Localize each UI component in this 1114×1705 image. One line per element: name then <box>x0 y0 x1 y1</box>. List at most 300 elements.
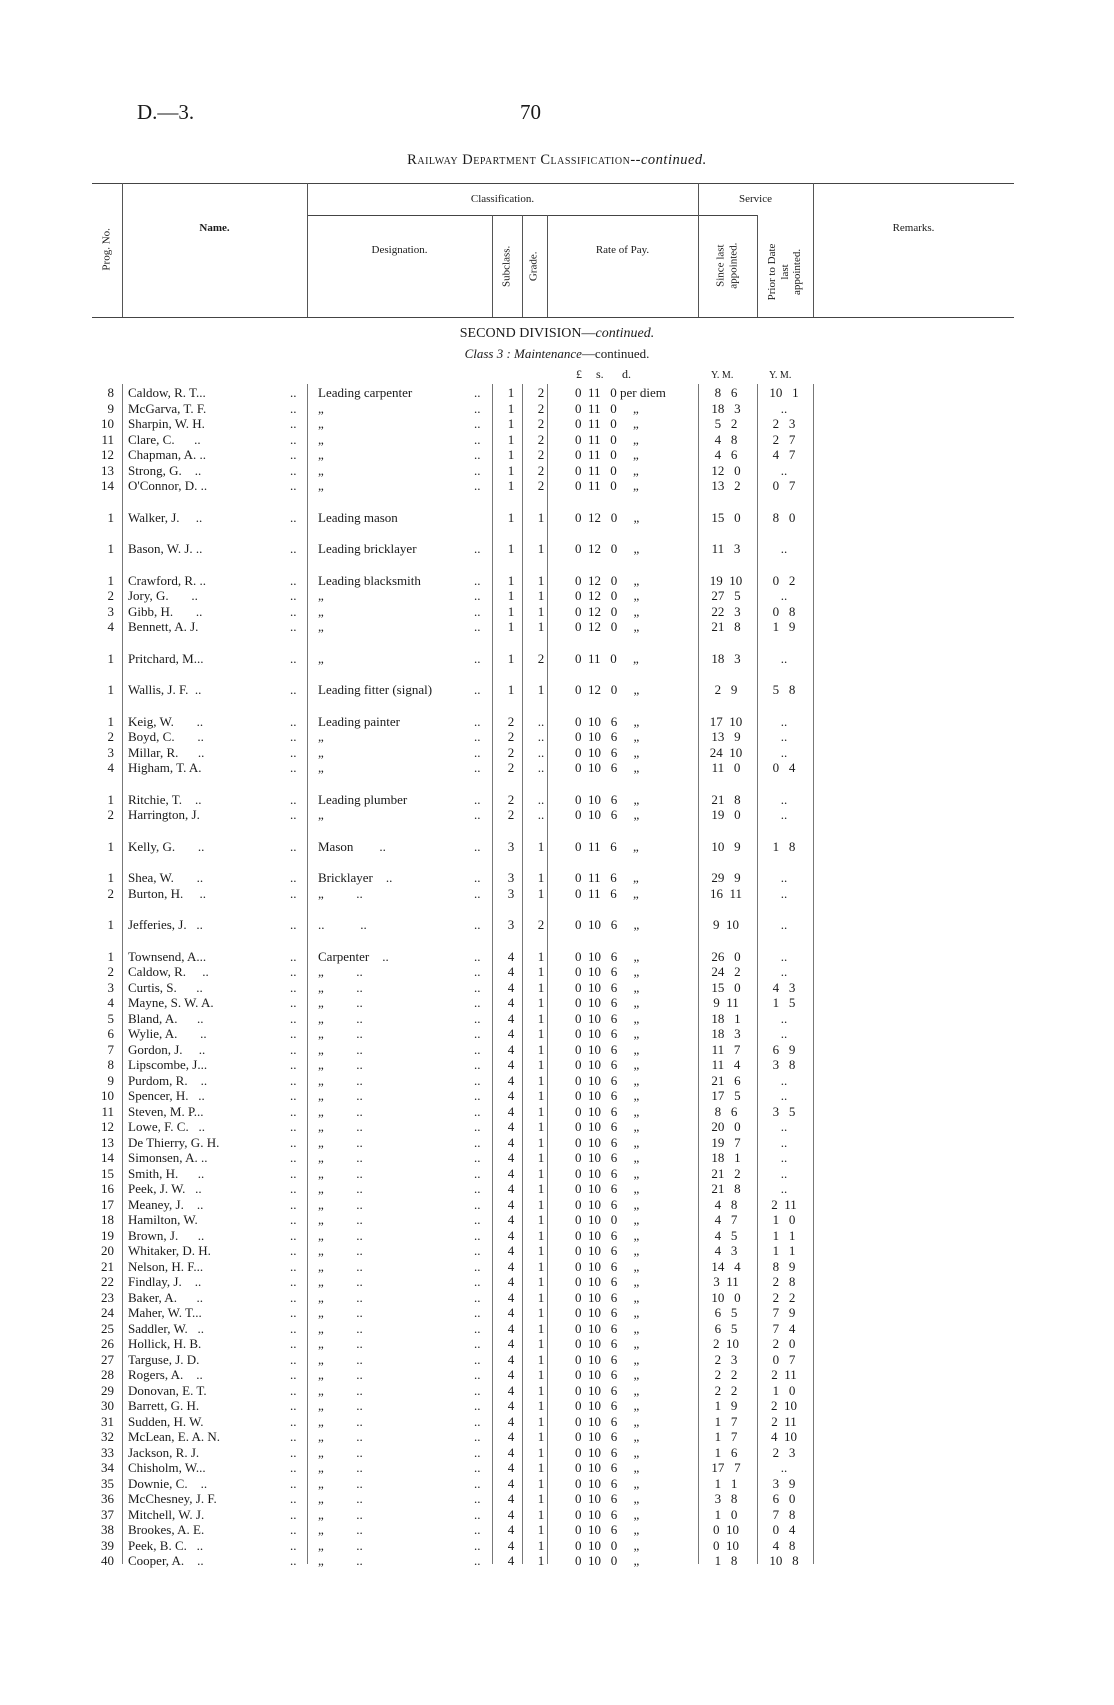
designation-leader: .. <box>474 1460 481 1475</box>
rate-of-pay: 0 10 6 „ <box>575 1367 640 1382</box>
service-prior: 1 8 <box>772 838 796 854</box>
service-since-last: 21 8 <box>711 619 741 634</box>
grade: .. <box>537 791 545 807</box>
subclass: 4 <box>507 1444 515 1460</box>
name-leader: .. <box>290 917 297 932</box>
grade: 1 <box>537 1444 545 1460</box>
name: Boyd, C. .. <box>128 729 204 744</box>
table-row <box>0 1507 1114 1522</box>
name: Lipscombe, J... <box>128 1057 208 1072</box>
prog-no: 4 <box>107 995 114 1010</box>
subclass: 4 <box>507 1134 515 1150</box>
classification-header: Classification. <box>470 192 535 205</box>
rate-of-pay: 0 10 6 „ <box>575 1010 640 1026</box>
service-since-last: 8 6 <box>714 385 738 400</box>
designation: „ .. <box>318 1196 363 1212</box>
service-prior: 2 11 <box>771 1367 797 1382</box>
name-leader: .. <box>290 807 297 822</box>
name: Mayne, S. W. A. <box>128 995 214 1010</box>
prog-no: 4 <box>107 760 114 775</box>
table-row <box>0 619 1114 634</box>
designation-leader: .. <box>474 1010 481 1026</box>
prog-no: 2 <box>107 885 114 901</box>
subclass: 1 <box>507 478 515 493</box>
table-row <box>0 729 1114 744</box>
name-leader: .. <box>290 870 297 885</box>
name-leader: .. <box>290 1026 297 1041</box>
service-prior: .. <box>780 744 788 760</box>
designation: Bricklayer .. <box>318 870 393 885</box>
name: Gibb, H. .. <box>128 603 203 619</box>
table-row <box>0 432 1114 447</box>
designation-leader: .. <box>474 1134 481 1150</box>
rate-of-pay: 0 10 6 „ <box>575 1491 640 1506</box>
grade-header: Grade. <box>527 251 540 282</box>
prog-no: 37 <box>101 1506 114 1522</box>
table-row <box>0 1166 1114 1181</box>
division-main: SECOND DIVISION— <box>459 326 596 341</box>
service-prior: .. <box>780 729 788 744</box>
service-prior: 4 7 <box>772 447 796 462</box>
name-leader: .. <box>290 1072 297 1088</box>
name: Sudden, H. W. <box>128 1413 204 1429</box>
designation-leader: .. <box>474 1398 481 1413</box>
service-since-last: 20 0 <box>711 1119 741 1134</box>
designation: Mason .. <box>318 838 386 854</box>
subclass: 4 <box>507 1367 515 1382</box>
prog-no: 24 <box>101 1305 114 1320</box>
subclass: 3 <box>507 838 515 854</box>
subclass: 4 <box>507 1491 515 1506</box>
designation: „ .. <box>318 1258 363 1274</box>
grade: 1 <box>537 1258 545 1274</box>
prog-no: 10 <box>101 416 114 431</box>
subclass: 4 <box>507 1258 515 1274</box>
subclass: 1 <box>507 416 515 431</box>
name-leader: .. <box>290 1320 297 1336</box>
grade: 1 <box>537 1553 545 1568</box>
service-since-last: 15 0 <box>711 979 741 995</box>
subclass: 2 <box>507 791 515 807</box>
name: McChesney, J. F. <box>128 1491 217 1506</box>
designation-leader: .. <box>474 1196 481 1212</box>
name: Millar, R. .. <box>128 744 205 760</box>
name-leader: .. <box>290 760 297 775</box>
designation: „ .. <box>318 1165 363 1181</box>
designation: „ .. <box>318 1072 363 1088</box>
name-leader: .. <box>290 1150 297 1165</box>
service-since-last: 18 3 <box>711 1026 741 1041</box>
name-leader: .. <box>290 1336 297 1351</box>
name-leader: .. <box>290 1289 297 1305</box>
service-since-last: 21 8 <box>711 791 741 807</box>
designation: „ .. <box>318 1134 363 1150</box>
table-row <box>0 760 1114 775</box>
prog-no: 8 <box>107 1057 114 1072</box>
service-prior: .. <box>780 885 788 901</box>
prog-no: 2 <box>107 807 114 822</box>
designation-leader: .. <box>474 1212 481 1227</box>
table-row <box>0 588 1114 603</box>
designation: „ .. <box>318 1057 363 1072</box>
rate-of-pay: 0 10 0 „ <box>575 1537 640 1553</box>
prog-no: 39 <box>101 1537 114 1553</box>
rate-of-pay: 0 10 6 „ <box>575 1227 640 1243</box>
prog-no: 30 <box>101 1398 114 1413</box>
service-prior: 1 1 <box>772 1243 796 1258</box>
rate-of-pay: 0 10 6 „ <box>575 995 640 1010</box>
name: Townsend, A... <box>128 948 207 964</box>
name: Donovan, E. T. <box>128 1382 207 1398</box>
rate-of-pay: 0 10 6 „ <box>575 917 640 932</box>
subclass: 4 <box>507 1088 515 1103</box>
grade: 1 <box>537 1103 545 1119</box>
prog-no: 13 <box>101 462 114 478</box>
service-prior: 1 5 <box>772 995 796 1010</box>
title-main: Railway Department Classification-- <box>407 152 641 168</box>
service-since-last: 16 11 <box>709 885 743 901</box>
designation-leader: .. <box>474 1289 481 1305</box>
name: Downie, C. .. <box>128 1475 208 1491</box>
designation: „ <box>318 478 324 493</box>
name-leader: .. <box>290 1227 297 1243</box>
designation-leader: .. <box>474 416 481 431</box>
designation-leader: .. <box>474 979 481 995</box>
subclass: 4 <box>507 1181 515 1196</box>
service-since-last: 0 10 <box>713 1537 739 1553</box>
designation-leader: .. <box>474 729 481 744</box>
service-prior: 6 9 <box>772 1041 796 1057</box>
prog-no: 1 <box>107 791 114 807</box>
grade: 1 <box>537 1243 545 1258</box>
name: Hollick, H. B. <box>128 1336 202 1351</box>
name-leader: .. <box>290 572 297 588</box>
prog-no: 19 <box>101 1227 114 1243</box>
prog-no: 12 <box>101 1119 114 1134</box>
service-prior: .. <box>780 650 788 666</box>
designation-leader: .. <box>474 682 481 697</box>
subclass: 4 <box>507 948 515 964</box>
name: Clare, C. .. <box>128 431 201 447</box>
service-since-last: 2 2 <box>714 1367 738 1382</box>
service-since-last: 10 9 <box>711 838 741 854</box>
name-leader: .. <box>290 431 297 447</box>
name-leader: .. <box>290 1522 297 1537</box>
rate-of-pay: 0 10 6 „ <box>575 1522 640 1537</box>
name-leader: .. <box>290 1088 297 1103</box>
table-row <box>0 478 1114 493</box>
service-prior: 10 8 <box>769 1553 799 1568</box>
grade: 1 <box>537 1537 545 1553</box>
service-since-last: 18 3 <box>711 400 741 416</box>
name: Wylie, A. .. <box>128 1026 207 1041</box>
rate-of-pay: 0 10 6 „ <box>575 1134 640 1150</box>
rate-of-pay: 0 11 0 „ <box>575 400 639 416</box>
rate-of-pay: 0 10 6 „ <box>575 1057 640 1072</box>
subclass: 4 <box>507 1537 515 1553</box>
remarks-header: Remarks. <box>892 221 935 234</box>
name: Wallis, J. F. .. <box>128 682 202 697</box>
grade: 1 <box>537 682 545 697</box>
name-leader: .. <box>290 838 297 854</box>
prog-no: 1 <box>107 713 114 729</box>
service-prior: 0 7 <box>772 478 796 493</box>
subclass: 4 <box>507 1196 515 1212</box>
service-since-last: 21 2 <box>711 1165 741 1181</box>
name: Sharpin, W. H. <box>128 416 205 431</box>
prog-no: 9 <box>107 400 114 416</box>
service-since-last: 2 2 <box>714 1382 738 1398</box>
grade: 1 <box>537 1429 545 1444</box>
prog-no: 11 <box>101 1103 114 1119</box>
subclass: 4 <box>507 1227 515 1243</box>
rate-of-pay: 0 10 6 „ <box>575 1181 640 1196</box>
subclass: 2 <box>507 713 515 729</box>
service-since-last: 29 9 <box>711 870 741 885</box>
grade: 1 <box>537 1351 545 1367</box>
subclass: 1 <box>507 509 515 525</box>
rate-of-pay: 0 10 6 „ <box>575 1243 640 1258</box>
designation: „ .. <box>318 1506 363 1522</box>
table-row <box>0 604 1114 619</box>
subclass: 4 <box>507 964 515 979</box>
prog-no: 9 <box>107 1072 114 1088</box>
grade: .. <box>537 729 545 744</box>
rate-of-pay: 0 11 0 „ <box>575 431 639 447</box>
prog-no: 7 <box>107 1041 114 1057</box>
service-since-last: 4 8 <box>714 431 738 447</box>
designation: „ .. <box>318 1305 363 1320</box>
prog-no: 1 <box>107 948 114 964</box>
table-row <box>0 682 1114 697</box>
table-row <box>0 385 1114 400</box>
designation-leader: .. <box>474 650 481 666</box>
designation: „ <box>318 650 324 666</box>
grade: 1 <box>537 1088 545 1103</box>
service-since-last: 12 0 <box>711 462 741 478</box>
table-row <box>0 463 1114 478</box>
designation-leader: .. <box>474 948 481 964</box>
designation-leader: .. <box>474 447 481 462</box>
service-since-last: 1 6 <box>714 1444 738 1460</box>
subclass: 4 <box>507 1103 515 1119</box>
prog-no: 1 <box>107 682 114 697</box>
rate-of-pay: 0 10 6 „ <box>575 744 640 760</box>
rate-of-pay: 0 10 6 „ <box>575 1475 640 1491</box>
name-leader: .. <box>290 1305 297 1320</box>
name: Caldow, R. T... <box>128 385 206 400</box>
grade: .. <box>537 744 545 760</box>
designation: „ .. <box>318 1460 363 1475</box>
rate-of-pay-header: Rate of Pay. <box>595 243 650 256</box>
designation: „ .. <box>318 1320 363 1336</box>
table-row <box>0 1119 1114 1134</box>
prog-no: 11 <box>101 431 114 447</box>
name: Baker, A. .. <box>128 1289 203 1305</box>
name: Meaney, J. .. <box>128 1196 204 1212</box>
name-leader: .. <box>290 1274 297 1289</box>
name-leader: .. <box>290 588 297 603</box>
service-prior: .. <box>780 1072 788 1088</box>
subclass: 4 <box>507 1026 515 1041</box>
service-prior: 2 7 <box>772 431 796 447</box>
table-row <box>0 1088 1114 1103</box>
designation-header: Designation. <box>371 243 428 256</box>
designation-leader: .. <box>474 400 481 416</box>
name-leader: .. <box>290 1506 297 1522</box>
grade: 1 <box>537 1413 545 1429</box>
name: Cooper, A. .. <box>128 1553 204 1568</box>
name-leader: .. <box>290 1367 297 1382</box>
designation-leader: .. <box>474 838 481 854</box>
service-prior: 2 0 <box>772 1336 796 1351</box>
prog-no: 12 <box>101 447 114 462</box>
name: Walker, J. .. <box>128 509 203 525</box>
designation-leader: .. <box>474 807 481 822</box>
prog-no: 6 <box>107 1026 114 1041</box>
rate-of-pay: 0 12 0 „ <box>575 541 640 556</box>
designation-leader: .. <box>474 1227 481 1243</box>
since-last-line1: Since last <box>714 244 727 287</box>
service-since-last: 0 10 <box>713 1522 739 1537</box>
designation-leader: .. <box>474 1119 481 1134</box>
service-prior: 0 7 <box>772 1351 796 1367</box>
table-row <box>0 1460 1114 1475</box>
subclass: 2 <box>507 729 515 744</box>
designation: Leading fitter (signal) <box>318 682 433 697</box>
table-row <box>0 541 1114 556</box>
prog-no: 28 <box>101 1367 114 1382</box>
service-since-last: 18 3 <box>711 650 741 666</box>
rate-of-pay: 0 12 0 „ <box>575 603 640 619</box>
subclass: 1 <box>507 650 515 666</box>
subclass: 1 <box>507 588 515 603</box>
subclass: 4 <box>507 1320 515 1336</box>
service-prior: 7 4 <box>772 1320 796 1336</box>
name: Crawford, R. .. <box>128 572 206 588</box>
service-prior: .. <box>780 870 788 885</box>
service-since-last: 13 2 <box>711 478 741 493</box>
prog-no: 15 <box>101 1165 114 1181</box>
service-prior: .. <box>780 791 788 807</box>
name-leader: .. <box>290 1165 297 1181</box>
grade: 1 <box>537 1274 545 1289</box>
name-leader: .. <box>290 964 297 979</box>
service-prior: .. <box>780 462 788 478</box>
grade: 1 <box>537 572 545 588</box>
subclass: 1 <box>507 603 515 619</box>
designation: „ <box>318 400 324 416</box>
designation: „ .. <box>318 1522 363 1537</box>
name-leader: .. <box>290 1010 297 1026</box>
name-leader: .. <box>290 979 297 995</box>
service-prior: .. <box>780 917 788 932</box>
table-row <box>0 510 1114 525</box>
designation-leader: .. <box>474 1367 481 1382</box>
service-since-last: 1 0 <box>714 1506 738 1522</box>
name: Brown, J. .. <box>128 1227 205 1243</box>
service-prior: 4 10 <box>771 1429 797 1444</box>
rate-of-pay: 0 10 6 „ <box>575 948 640 964</box>
service-since-last: 3 8 <box>714 1491 738 1506</box>
table-row <box>0 1057 1114 1072</box>
designation: „ .. <box>318 1041 363 1057</box>
designation-leader: .. <box>474 385 481 400</box>
prog-no: 2 <box>107 964 114 979</box>
table-row <box>0 995 1114 1010</box>
rate-of-pay: 0 10 6 „ <box>575 1119 640 1134</box>
designation: Leading carpenter <box>318 385 413 400</box>
designation-leader: .. <box>474 1088 481 1103</box>
service-since-last: 2 9 <box>714 682 738 697</box>
name: Bason, W. J. .. <box>128 541 203 556</box>
grade: 2 <box>537 462 545 478</box>
service-since-last: 19 10 <box>709 572 743 588</box>
grade: 1 <box>537 1134 545 1150</box>
service-since-last: 22 3 <box>711 603 741 619</box>
service-prior: 0 4 <box>772 760 796 775</box>
designation: Leading plumber <box>318 791 408 807</box>
name-leader: .. <box>290 416 297 431</box>
prog-no: 3 <box>107 979 114 995</box>
designation-leader: .. <box>474 1336 481 1351</box>
name: Whitaker, D. H. <box>128 1243 211 1258</box>
designation-leader: .. <box>474 572 481 588</box>
grade: 2 <box>537 650 545 666</box>
subclass: 4 <box>507 1413 515 1429</box>
name-leader: .. <box>290 1181 297 1196</box>
table-row <box>0 1445 1114 1460</box>
grade: 1 <box>537 1165 545 1181</box>
service-since-last: 8 6 <box>714 1103 738 1119</box>
subclass: 2 <box>507 760 515 775</box>
designation: „ .. <box>318 1150 363 1165</box>
designation-leader: .. <box>474 462 481 478</box>
designation-leader: .. <box>474 1041 481 1057</box>
name: Brookes, A. E. <box>128 1522 205 1537</box>
rate-of-pay: 0 10 6 „ <box>575 1460 640 1475</box>
name-leader: .. <box>290 948 297 964</box>
subclass: 4 <box>507 1305 515 1320</box>
name-leader: .. <box>290 1041 297 1057</box>
table-row <box>0 1073 1114 1088</box>
class-prefix: Class 3 : <box>464 346 515 361</box>
name-leader: .. <box>290 1475 297 1491</box>
prog-no: 18 <box>101 1212 114 1227</box>
service-since-last: 2 10 <box>713 1336 739 1351</box>
service-prior: .. <box>780 807 788 822</box>
pounds-unit: £ <box>576 367 582 381</box>
subclass: 1 <box>507 572 515 588</box>
prog-no: 29 <box>101 1382 114 1398</box>
rate-of-pay: 0 12 0 „ <box>575 682 640 697</box>
subclass: 3 <box>507 885 515 901</box>
table-row <box>0 1197 1114 1212</box>
service-prior: .. <box>780 948 788 964</box>
grade: 1 <box>537 1010 545 1026</box>
since-last-line2: appointed. <box>727 242 739 289</box>
designation: „ .. <box>318 885 363 901</box>
designation: „ <box>318 744 324 760</box>
table-row <box>0 1553 1114 1568</box>
table-row <box>0 447 1114 462</box>
service-since-last: 1 7 <box>714 1429 738 1444</box>
table-row <box>0 1135 1114 1150</box>
subclass-header: Subclass. <box>500 245 513 287</box>
designation-leader: .. <box>474 1382 481 1398</box>
rate-of-pay: 0 12 0 „ <box>575 588 640 603</box>
table-row <box>0 1259 1114 1274</box>
